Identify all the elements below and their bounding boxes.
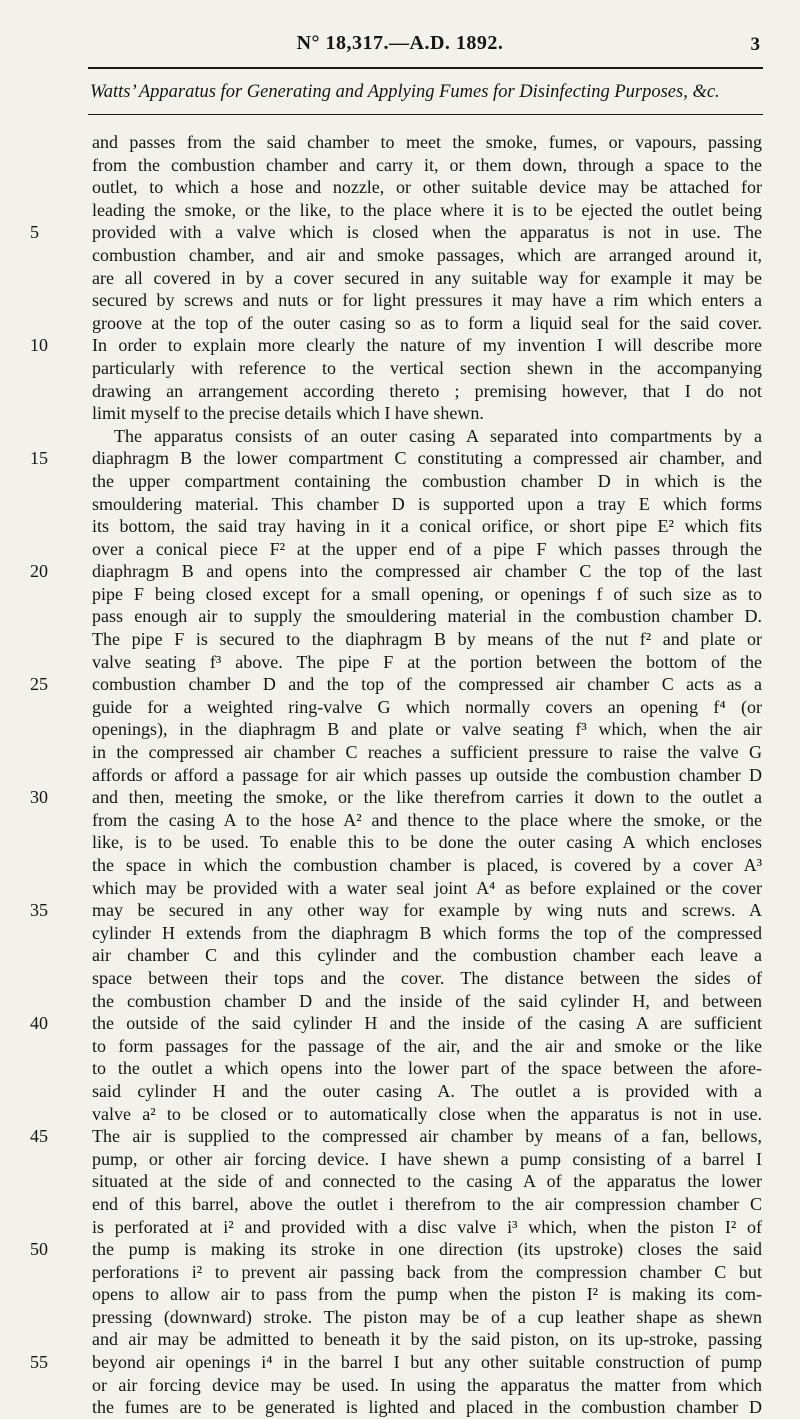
line-text: which may be provided with a water seal joint A⁴ as before explained or the cover (92, 877, 762, 898)
text-line (0, 312, 800, 335)
line-text: from the casing A to the hose A² and thence to the place where the smoke, or the (92, 809, 762, 830)
text-line (0, 967, 800, 990)
line-text: its bottom, the said tray having in it a conical orifice, or short pipe E² which fits (92, 516, 762, 537)
line-text: air chamber C and this cylinder and the combustion chamber each leave a (92, 945, 762, 966)
line-text: pass enough air to supply the smouldering material in the combustion chamber D. (92, 606, 762, 627)
text-line (0, 1238, 800, 1261)
text-line (0, 221, 800, 244)
line-text: space between their tops and the cover. The distance between the sides of (92, 967, 762, 988)
running-title: Watts’ Apparatus for Generating and Applying Fumes for Disinfecting Purposes, &c. (90, 82, 720, 102)
text-line (0, 741, 800, 764)
text-line (0, 1216, 800, 1239)
line-number: 35 (30, 900, 48, 921)
text-line (0, 1374, 800, 1397)
line-text: opens to allow air to pass from the pump when the piston I² is making its com- (92, 1284, 762, 1305)
line-number: 45 (30, 1126, 48, 1147)
text-line (0, 764, 800, 787)
text-line (0, 538, 800, 561)
text-line (0, 357, 800, 380)
text-line (0, 447, 800, 470)
text-line (0, 470, 800, 493)
text-line (0, 899, 800, 922)
line-text: groove at the top of the outer casing so as to form a liquid seal for the said cover. (92, 312, 762, 333)
text-line (0, 1283, 800, 1306)
text-line (0, 651, 800, 674)
line-text: may be secured in any other way for example by wing nuts and screws. A (92, 900, 762, 921)
text-line (0, 718, 800, 741)
line-text: valve a² to be closed or to automatically close when the apparatus is not in use. (92, 1103, 762, 1124)
text-line (0, 244, 800, 267)
line-number: 40 (30, 1013, 48, 1034)
text-line (0, 199, 800, 222)
text-line (0, 560, 800, 583)
line-text: particularly with reference to the vertical section shewn in the accompanying (92, 357, 762, 378)
text-line (0, 1193, 800, 1216)
line-text: combustion chamber, and air and smoke passages, which are arranged around it, (92, 244, 762, 265)
text-line (0, 334, 800, 357)
line-text: beyond air openings i⁴ in the barrel I but any other suitable construction of pump (92, 1352, 762, 1373)
line-text: the space in which the combustion chamber is placed, is covered by a cover A³ (92, 855, 762, 875)
line-text: guide for a weighted ring-valve G which normally covers an opening f⁴ (or (92, 696, 762, 717)
text-line (0, 380, 800, 403)
line-text: in the compressed air chamber C reaches a sufficient pressure to raise the valve G (92, 742, 762, 763)
header-rule-bottom (88, 114, 763, 115)
text-line (0, 131, 800, 154)
text-line (0, 854, 800, 877)
line-text: affords or afford a passage for air which passes up outside the combustion chamber D (92, 764, 762, 785)
text-line (0, 831, 800, 854)
text-line (0, 809, 800, 832)
line-text: the outside of the said cylinder H and the inside of the casing A are sufficient (92, 1013, 762, 1034)
line-text: pipe F being closed except for a small opening, or openings f of such size as to (92, 583, 762, 604)
line-number: 10 (30, 335, 48, 356)
text-line (0, 1328, 800, 1351)
line-text: situated at the side of and connected to the casing A of the apparatus the lower (92, 1171, 762, 1192)
line-text: The air is supplied to the compressed air chamber by means of a fan, bellows, (92, 1126, 762, 1147)
line-text: provided with a valve which is closed when the apparatus is not in use. The (92, 222, 762, 243)
text-line (0, 154, 800, 177)
line-number: 25 (30, 674, 48, 695)
text-line (0, 990, 800, 1013)
text-line (0, 1261, 800, 1284)
line-text: smouldering material. This chamber D is supported upon a tray E which forms (92, 493, 762, 514)
text-line (0, 267, 800, 290)
line-text: outlet, to which a hose and nozzle, or other suitable device may be attached for (92, 177, 762, 198)
line-text: the pump is making its stroke in one direction (its upstroke) closes the said (92, 1239, 762, 1260)
text-line (0, 673, 800, 696)
text-line (0, 1148, 800, 1171)
line-text: end of this barrel, above the outlet i therefrom to the air compression chamber C (92, 1193, 762, 1214)
line-number: 15 (30, 448, 48, 469)
text-line (0, 402, 800, 425)
line-text: the fumes are to be generated is lighted and placed in the combustion chamber D (92, 1397, 762, 1418)
text-line (0, 877, 800, 900)
line-text: diaphragm B and opens into the compressed air chamber C the top of the last (92, 561, 762, 582)
text-line (0, 922, 800, 945)
line-text: diaphragm B the lower compartment C constituting a compressed air chamber, and (92, 448, 762, 469)
text-line (0, 1306, 800, 1329)
text-line (0, 1170, 800, 1193)
line-text: limit myself to the precise details which I have shewn. (92, 403, 484, 424)
text-line (0, 605, 800, 628)
text-line (0, 493, 800, 516)
line-text: the combustion chamber D and the inside of the said cylinder H, and between (92, 990, 762, 1011)
text-line (0, 1351, 800, 1374)
text-line (0, 1396, 800, 1419)
page-number: 3 (750, 34, 760, 55)
line-text: and then, meeting the smoke, or the like therefrom carries it down to the outlet a (92, 787, 762, 808)
line-text: combustion chamber D and the top of the compressed air chamber C acts as a (92, 674, 762, 695)
text-line (0, 944, 800, 967)
text-line (0, 696, 800, 719)
line-text: over a conical piece F² at the upper end of a pipe F which passes through the (92, 538, 762, 559)
text-line (0, 289, 800, 312)
specification-number: N° 18,317.—A.D. 1892. (296, 32, 504, 54)
line-text: said cylinder H and the outer casing A. The outlet a is provided with a (92, 1080, 762, 1101)
line-text: leading the smoke, or the like, to the place where it is to be ejected the outlet being (92, 199, 762, 220)
line-text: is perforated at i² and provided with a disc valve i³ which, when the piston I² of (92, 1216, 762, 1237)
text-line (0, 425, 800, 448)
line-number: 50 (30, 1239, 48, 1260)
line-text: secured by screws and nuts or for light pressures it may have a rim which enters a (92, 290, 762, 311)
line-number: 30 (30, 787, 48, 808)
line-text: or air forcing device may be used. In using the apparatus the matter from which (92, 1374, 762, 1395)
header-rule-top (88, 67, 763, 69)
line-text: are all covered in by a cover secured in any suitable way for example it may be (92, 267, 762, 288)
line-text: like, is to be used. To enable this to be done the outer casing A which encloses (92, 832, 762, 853)
line-text: The pipe F is secured to the diaphragm B by means of the nut f² and plate or (92, 629, 762, 650)
body-text (0, 131, 800, 1419)
line-text: to the outlet a which opens into the lower part of the space between the afore- (92, 1058, 762, 1079)
line-text: In order to explain more clearly the nature of my invention I will describe more (92, 335, 762, 356)
line-text: the upper compartment containing the combustion chamber D in which is the (92, 470, 762, 491)
line-text: cylinder H extends from the diaphragm B which forms the top of the compressed (92, 922, 762, 943)
text-line (0, 1012, 800, 1035)
text-line (0, 1103, 800, 1126)
line-number: 20 (30, 561, 48, 582)
line-number: 55 (30, 1352, 48, 1373)
line-text: perforations i² to prevent air passing back from the compression chamber C but (92, 1261, 762, 1282)
text-line (0, 1125, 800, 1148)
text-line (0, 1035, 800, 1058)
line-text: pressing (downward) stroke. The piston may be of a cup leather shape as shewn (92, 1306, 762, 1327)
line-text: and air may be admitted to beneath it by the said piston, on its up-stroke, passing (92, 1329, 762, 1350)
line-text: openings), in the diaphragm B and plate or valve seating f³ which, when the air (92, 719, 762, 740)
line-text: pump, or other air forcing device. I have shewn a pump consisting of a barrel I (92, 1148, 762, 1169)
line-text: from the combustion chamber and carry it, or them down, through a space to the (92, 154, 762, 175)
line-text: valve seating f³ above. The pipe F at the portion between the bottom of the (92, 651, 762, 672)
text-line (0, 515, 800, 538)
line-text: The apparatus consists of an outer casing A separated into compartments by a (114, 425, 762, 446)
text-line (0, 1080, 800, 1103)
line-text: drawing an arrangement according thereto ; premising however, that I do not (92, 380, 762, 401)
text-line (0, 1057, 800, 1080)
text-line (0, 786, 800, 809)
line-text: and passes from the said chamber to meet the smoke, fumes, or vapours, passing (92, 132, 762, 152)
text-line (0, 583, 800, 606)
text-line (0, 176, 800, 199)
line-number: 5 (30, 222, 39, 243)
text-line (0, 628, 800, 651)
line-text: to form passages for the passage of the air, and the air and smoke or the like (92, 1035, 762, 1056)
